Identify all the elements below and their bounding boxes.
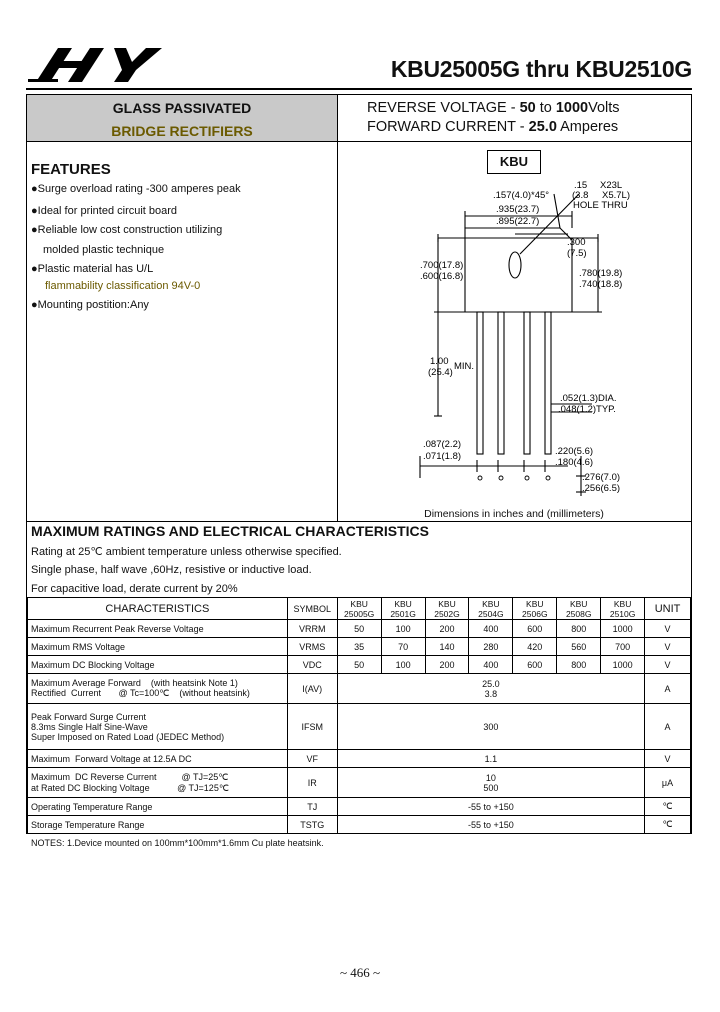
value-cell: 420 (513, 638, 557, 656)
dim-label: .780(19.8) (579, 268, 623, 279)
characteristic-line: Maximum Recurrent Peak Reverse Voltage (31, 623, 204, 634)
table-row (28, 620, 691, 638)
value-cell-span (337, 816, 644, 834)
value-line: 1.1 (484, 753, 498, 764)
dim-label: .895(22.7) (496, 216, 540, 227)
part-number-line: KBU (438, 598, 456, 609)
ratings-title: MAXIMUM RATINGS AND ELECTRICAL CHARACTERISTICS (31, 523, 429, 539)
header-glass-passivated: GLASS PASSIVATED (112, 100, 252, 116)
value-cell: 50 (337, 620, 381, 638)
part-number-line: 2502G (434, 608, 460, 619)
symbol-cell: VRRM (287, 620, 337, 638)
header-part-number (513, 598, 557, 620)
symbol-cell: VRMS (287, 638, 337, 656)
dim-label: (25.4) (428, 367, 453, 378)
package-name-box: KBU (487, 150, 541, 174)
lead (498, 312, 504, 454)
part-number-line: KBU (569, 598, 588, 609)
page-number: ~ 466 ~ (339, 965, 381, 980)
symbol-cell: VF (287, 750, 337, 768)
dim-label: .600(16.8) (420, 271, 464, 282)
value-cell: 600 (513, 656, 557, 674)
header-part-number (337, 598, 381, 620)
header-rule (337, 141, 691, 142)
value-cell: 70 (381, 638, 425, 656)
dim-label: .180(4.6) (555, 457, 594, 468)
table-header-row (28, 598, 691, 620)
header-part-number (601, 598, 645, 620)
feature-item: flammability classification 94V-0 (45, 280, 201, 292)
lead (545, 312, 551, 454)
unit-cell: V (645, 620, 691, 638)
table-row (28, 704, 691, 750)
dim-label: .052(1.3)DIA. (560, 393, 617, 404)
value-line: 25.0 (482, 678, 500, 689)
table-row (28, 674, 691, 704)
part-number-line: 25005G (344, 608, 375, 619)
characteristic-cell (28, 656, 288, 674)
feature-item: ●Surge overload rating -300 amperes peak (31, 183, 241, 195)
dim-label: (7.5) (567, 248, 587, 259)
part-number-line: 2504G (478, 608, 504, 619)
symbol-cell: VDC (287, 656, 337, 674)
value-cell: 800 (557, 620, 601, 638)
value-cell: 800 (557, 656, 601, 674)
dim-label: 1.00 (430, 356, 449, 367)
unit-cell: ℃ (645, 798, 691, 816)
header-bridge-rectifiers: BRIDGE RECTIFIERS (111, 123, 253, 139)
dim-label: .300 (567, 237, 586, 248)
value-line: -55 to +150 (467, 801, 514, 812)
part-number-line: 2508G (565, 608, 592, 619)
brand-logo (28, 46, 164, 84)
feature-item: ●Plastic material has U/L (31, 263, 154, 275)
part-number-line: KBU (482, 598, 500, 609)
table-row (28, 638, 691, 656)
value-cell: 140 (425, 638, 469, 656)
unit-cell: V (645, 638, 691, 656)
characteristic-cell (28, 768, 288, 798)
document-title: KBU25005G thru KBU2510G (390, 56, 692, 82)
lead (524, 312, 530, 454)
characteristic-cell (28, 798, 288, 816)
part-number-line: KBU (613, 598, 632, 609)
forward-current-line: FORWARD CURRENT - 25.0 Amperes (367, 119, 619, 135)
dim-label: MIN. (454, 361, 475, 372)
symbol-cell: IFSM (287, 704, 337, 750)
dim-label: .15 (574, 180, 588, 191)
dim-label: .071(1.8) (423, 451, 462, 462)
table-row (28, 656, 691, 674)
rating-condition: Rating at 25℃ ambient temperature unless otherwise specified. (31, 546, 342, 558)
characteristic-cell (28, 620, 288, 638)
characteristic-cell (28, 816, 288, 834)
header-part-number (557, 598, 601, 620)
dim-label: .220(5.6) (555, 446, 594, 457)
value-cell: 400 (469, 656, 513, 674)
header-part-number (469, 598, 513, 620)
feature-item: ●Mounting postition:Any (31, 299, 149, 311)
characteristic-line: Peak Forward Surge Current (31, 711, 147, 722)
dim-label: .935(23.7) (496, 204, 540, 215)
unit-cell: V (645, 750, 691, 768)
symbol-cell: TSTG (287, 816, 337, 834)
ratings-table (27, 597, 691, 834)
value-cell: 200 (425, 620, 469, 638)
part-number-line: KBU (526, 598, 544, 609)
dim-label: .048(1.2)TYP. (558, 404, 616, 415)
characteristic-line: 8.3ms Single Half Sine-Wave (31, 721, 148, 732)
lead-end-view (478, 476, 550, 480)
dim-label: .700(17.8) (420, 260, 464, 271)
feature-item: ●Reliable low cost construction utilizing (31, 224, 223, 236)
part-number-line: 2501G (390, 608, 416, 619)
unit-cell: A (645, 704, 691, 750)
characteristic-cell (28, 638, 288, 656)
value-cell: 280 (469, 638, 513, 656)
value-cell-span (337, 704, 644, 750)
value-cell: 700 (601, 638, 645, 656)
characteristic-line: Maximum DC Reverse Current @ TJ=25℃ (31, 771, 229, 782)
dim-label: X5.7L) (602, 190, 630, 201)
header-characteristics: CHARACTERISTICS (28, 598, 288, 620)
characteristic-line: Super Imposed on Rated Load (JEDEC Method) (31, 731, 225, 742)
reverse-voltage-line: REVERSE VOLTAGE - 50 to 1000Volts (367, 100, 620, 116)
value-cell-span (337, 798, 644, 816)
dim-label: .740(18.8) (579, 279, 623, 290)
table-row (28, 798, 691, 816)
value-cell: 400 (469, 620, 513, 638)
lead (477, 312, 483, 454)
part-number-line: KBU (350, 598, 368, 609)
symbol-cell: I(AV) (287, 674, 337, 704)
section-rule (27, 521, 691, 522)
characteristic-line: Maximum DC Blocking Voltage (31, 659, 155, 670)
mounting-hole (509, 252, 521, 278)
value-cell: 1000 (601, 620, 645, 638)
title-rule (26, 88, 692, 90)
part-number-line: 2510G (609, 608, 636, 619)
characteristic-line: Maximum Average Forward (with heatsink Note 1) (31, 678, 238, 688)
dimensions-note: Dimensions in inches and (millimeters) (424, 508, 604, 520)
dim-label: X23L (600, 180, 623, 191)
table-row (28, 816, 691, 834)
feature-item: ●Ideal for printed circuit board (31, 205, 178, 217)
unit-cell: A (645, 674, 691, 704)
value-cell-span (337, 750, 644, 768)
unit-cell: ℃ (645, 816, 691, 834)
dim-label: (3.8 (572, 190, 589, 201)
characteristic-line: Operating Temperature Range (31, 801, 153, 812)
characteristic-line: at Rated DC Blocking Voltage @ TJ=125℃ (31, 782, 229, 793)
characteristic-line: Maximum RMS Voltage (31, 641, 126, 652)
rating-condition: For capacitive load, derate current by 20% (31, 583, 238, 595)
value-cell: 50 (337, 656, 381, 674)
characteristic-line: Maximum Forward Voltage at 12.5A DC (31, 753, 192, 764)
value-line: 3.8 (484, 688, 498, 699)
value-line: 300 (483, 721, 499, 732)
characteristic-cell (28, 750, 288, 768)
header-symbol: SYMBOL (287, 598, 337, 620)
rating-condition: Single phase, half wave ,60Hz, resistive or inductive load. (31, 564, 312, 576)
table-row (28, 750, 691, 768)
value-cell: 560 (557, 638, 601, 656)
symbol-cell: IR (287, 768, 337, 798)
part-number-line: 2506G (522, 608, 548, 619)
symbol-cell: TJ (287, 798, 337, 816)
characteristic-cell (28, 674, 288, 704)
dim-label: .157(4.0)*45° (493, 190, 550, 201)
dim-label: .087(2.2) (423, 439, 462, 450)
value-line: 500 (483, 782, 499, 793)
dim-label: HOLE THRU (573, 200, 628, 211)
characteristic-cell (28, 704, 288, 750)
value-cell: 35 (337, 638, 381, 656)
features-title: FEATURES (31, 161, 111, 178)
value-cell: 100 (381, 656, 425, 674)
header-part-number (381, 598, 425, 620)
value-line: -55 to +150 (467, 819, 514, 830)
package-outline-diagram (338, 176, 690, 521)
dim-label: .276(7.0) (582, 472, 621, 483)
table-row (28, 768, 691, 798)
part-number-line: KBU (394, 598, 412, 609)
dim-label: .256(6.5) (582, 483, 621, 494)
package-body (465, 228, 572, 312)
value-cell-span (337, 768, 644, 798)
value-cell: 600 (513, 620, 557, 638)
value-cell-span (337, 674, 644, 704)
header-part-number (425, 598, 469, 620)
unit-cell: V (645, 656, 691, 674)
unit-cell: μA (645, 768, 691, 798)
value-line: 10 (485, 772, 496, 783)
header-unit: UNIT (645, 598, 691, 620)
value-cell: 200 (425, 656, 469, 674)
feature-item: molded plastic technique (43, 244, 165, 256)
table-footnote: NOTES: 1.Device mounted on 100mm*100mm*1.6mm Cu plate heatsink. (31, 838, 324, 848)
value-cell: 100 (381, 620, 425, 638)
value-cell: 1000 (601, 656, 645, 674)
characteristic-line: Storage Temperature Range (31, 819, 145, 830)
characteristic-line: Rectified Current @ Tc=100℃ (without heatsink) (31, 688, 250, 698)
